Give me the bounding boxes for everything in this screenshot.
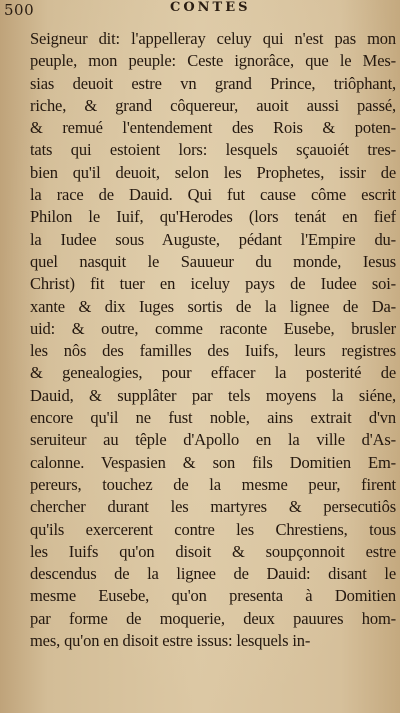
text-line: peuple, mon peuple: Ceste ignorâce, que le Mes- xyxy=(30,51,396,71)
body-text xyxy=(30,28,396,652)
text-line: sias deuoit estre vn grand Prince, triôphant, xyxy=(30,73,396,93)
text-line: seruiteur au têple d'Apollo en la ville d'As- xyxy=(30,430,396,450)
text-line: & remué l'entendement des Rois & poten- xyxy=(30,118,396,138)
text-line: Christ) fit tuer en iceluy pays de Iudee soi- xyxy=(30,274,396,294)
text-line: la race de Dauid. Qui fut cause côme escrit xyxy=(30,185,396,205)
text-line: bien qu'il deuoit, selon les Prophetes, issir de xyxy=(30,162,396,182)
text-line: mesme Eusebe, qu'on presenta à Domitien xyxy=(30,586,396,606)
text-line: les nôs des familles des Iuifs, leurs registres xyxy=(30,341,396,361)
text-line: descendus de la lignee de Dauid: disant le xyxy=(30,564,396,584)
text-line: Philon le Iuif, qu'Herodes (lors tenát en fief xyxy=(30,207,396,227)
text-line: mes, qu'on en disoit estre issus: lesquels in- xyxy=(30,631,311,651)
running-head: CONTES xyxy=(170,0,251,15)
text-line: pereurs, touchez de la mesme peur, firent xyxy=(30,474,396,494)
text-line: par forme de moquerie, deux pauures hom- xyxy=(30,608,396,628)
text-line: chercher durant les martyres & persecutiôs xyxy=(30,497,396,517)
text-line: xante & dix Iuges sortis de la lignee de Da- xyxy=(30,296,396,316)
text-line: encore qu'il ne fust noble, ains extrait d'vn xyxy=(30,408,396,428)
text-line: quel nasquit le Sauueur du monde, Iesus xyxy=(30,251,396,271)
text-line: uid: & outre, comme raconte Eusebe, brusler xyxy=(30,318,396,338)
text-line: la Iudee sous Auguste, pédant l'Empire du- xyxy=(30,229,396,249)
text-line: calonne. Vespasien & son fils Domitien Em- xyxy=(30,452,396,472)
text-line: tats qui estoient lors: lesquels sçauoiét tres- xyxy=(30,140,396,160)
text-line: qu'ils exercerent contre les Chrestiens, tous xyxy=(30,519,396,539)
text-line: les Iuifs qu'on disoit & soupçonnoit estre xyxy=(30,541,396,561)
text-line: riche, & grand côquereur, auoit aussi passé, xyxy=(30,95,396,115)
page-number: 500 xyxy=(4,1,35,19)
text-line: Dauid, & supplâter par tels moyens la siéne, xyxy=(30,385,396,405)
text-line: & genealogies, pour effacer la posterité de xyxy=(30,363,396,383)
text-line: Seigneur dit: l'appelleray celuy qui n'est pas mon xyxy=(30,29,396,48)
